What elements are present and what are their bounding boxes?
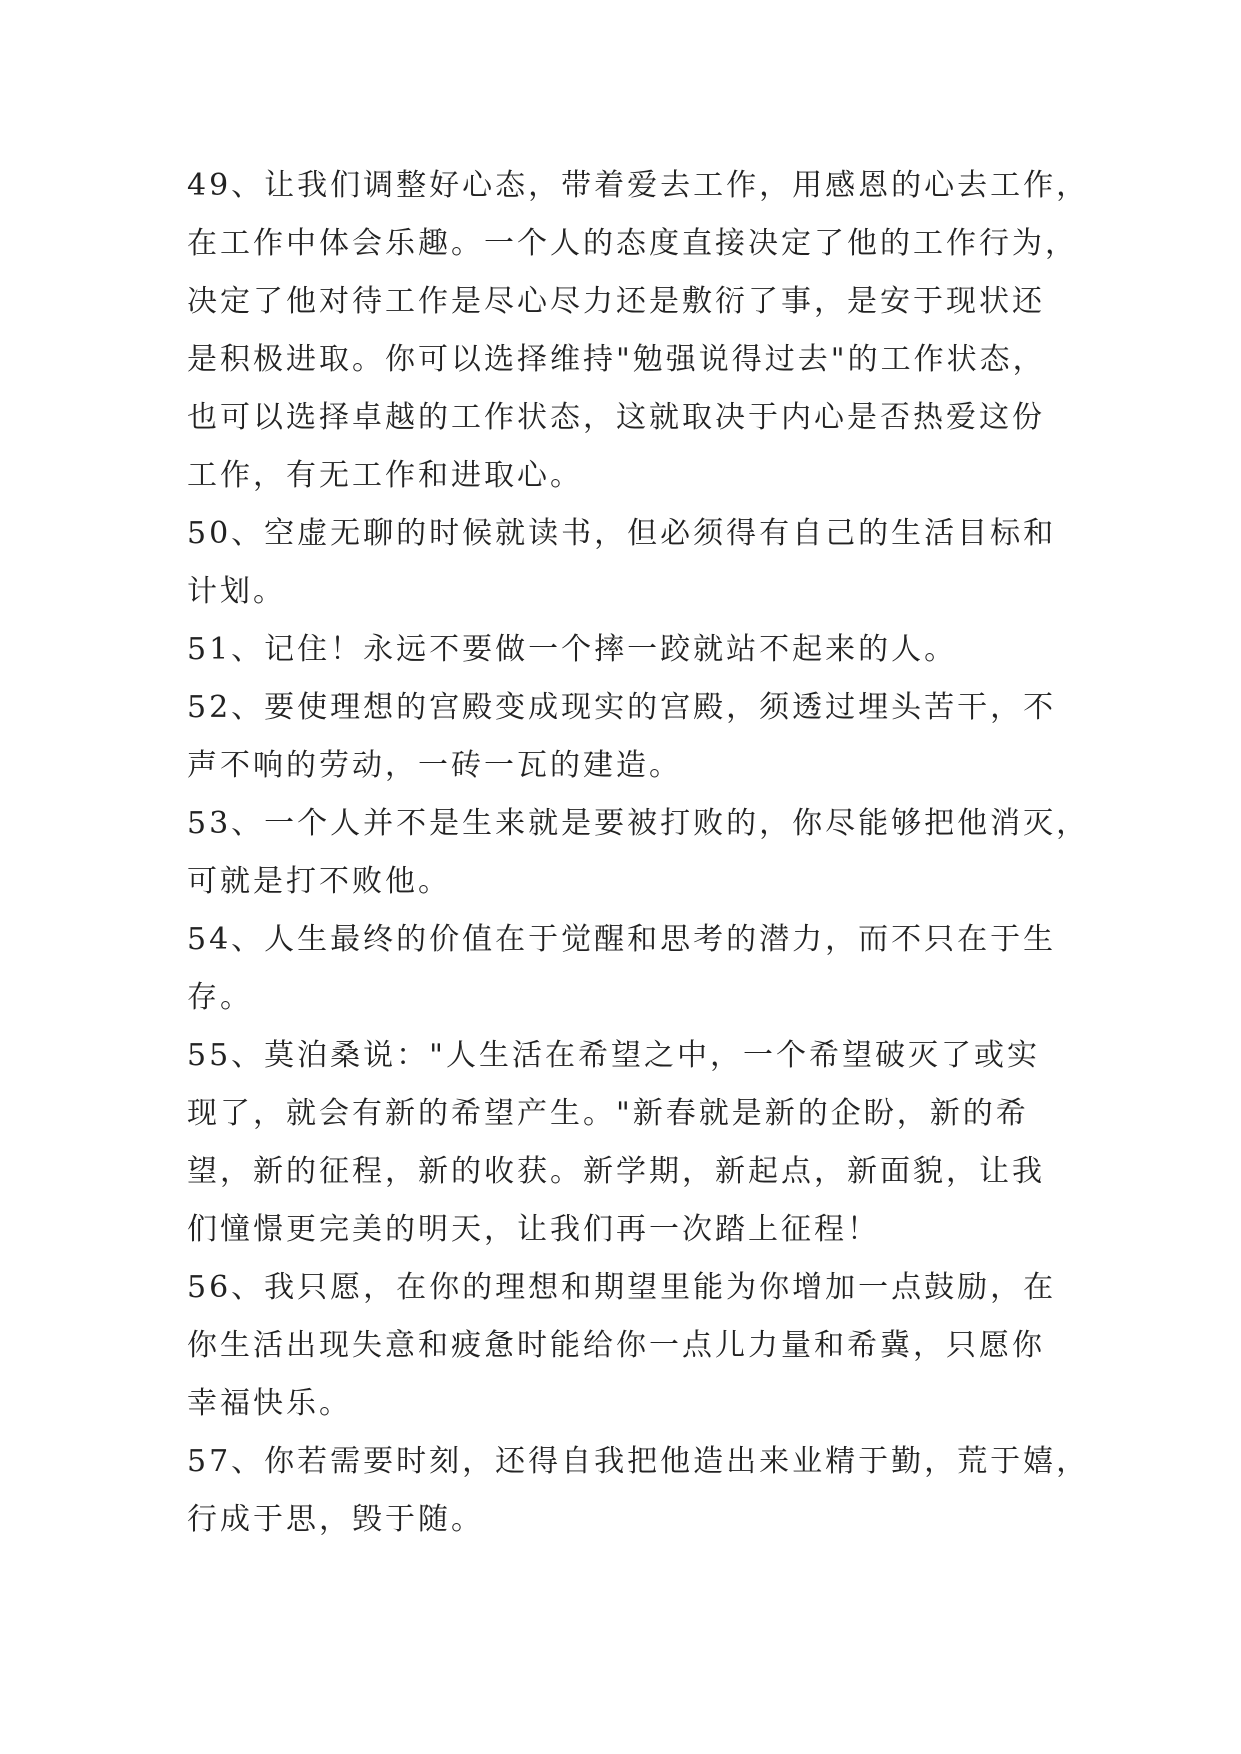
text-line: 望，新的征程，新的收获。新学期，新起点，新面貌，让我 — [187, 1154, 1045, 1189]
text-line: 幸福快乐。 — [187, 1386, 352, 1421]
text-line: 工作，有无工作和进取心。 — [187, 458, 583, 493]
text-line: 50、空虚无聊的时候就读书，但必须得有自己的生活目标和 — [187, 516, 1057, 551]
text-line: 56、我只愿，在你的理想和期望里能为你增加一点鼓励，在 — [187, 1270, 1057, 1305]
text-line: 决定了他对待工作是尽心尽力还是敷衍了事，是安于现状还 — [187, 284, 1045, 319]
text-line: 57、你若需要时刻，还得自我把他造出来业精于勤，荒于嬉， — [187, 1444, 1090, 1479]
text-line: 49、让我们调整好心态，带着爱去工作，用感恩的心去工作， — [187, 168, 1090, 203]
text-line: 计划。 — [187, 574, 286, 609]
text-line: 55、莫泊桑说："人生活在希望之中，一个希望破灭了或实 — [187, 1038, 1040, 1073]
text-line: 53、一个人并不是生来就是要被打败的，你尽能够把他消灭， — [187, 806, 1090, 841]
text-line: 也可以选择卓越的工作状态，这就取决于内心是否热爱这份 — [187, 400, 1045, 435]
text-line: 可就是打不败他。 — [187, 864, 451, 899]
text-line: 是积极进取。你可以选择维持"勉强说得过去"的工作状态， — [187, 342, 1046, 377]
text-line: 现了，就会有新的希望产生。"新春就是新的企盼，新的希 — [187, 1096, 1029, 1131]
text-line: 行成于思，毁于随。 — [187, 1502, 484, 1537]
text-line: 在工作中体会乐趣。一个人的态度直接决定了他的工作行为， — [187, 226, 1078, 261]
text-line: 你生活出现失意和疲惫时能给你一点儿力量和希冀，只愿你 — [187, 1328, 1045, 1363]
text-line: 存。 — [187, 980, 253, 1015]
text-line: 54、人生最终的价值在于觉醒和思考的潜力，而不只在于生 — [187, 922, 1057, 957]
document-body — [187, 157, 1090, 1549]
text-line: 52、要使理想的宫殿变成现实的宫殿，须透过埋头苦干，不 — [187, 690, 1057, 725]
text-line: 们憧憬更完美的明天，让我们再一次踏上征程！ — [187, 1212, 880, 1247]
text-line: 声不响的劳动，一砖一瓦的建造。 — [187, 748, 682, 783]
text-line: 51、记住！永远不要做一个摔一跤就站不起来的人。 — [187, 632, 958, 667]
